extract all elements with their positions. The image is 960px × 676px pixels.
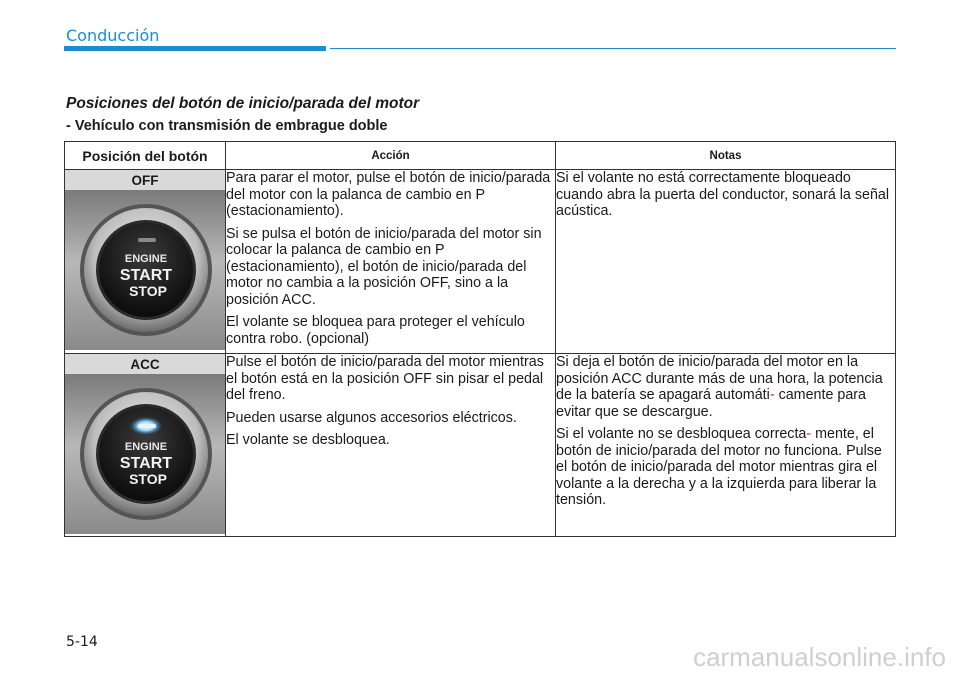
action-paragraph: Para parar el motor, pulse el botón de inicio/parada del motor con la palanca de cambio en P (estacionamiento).: [226, 170, 551, 219]
svg-text:ENGINE: ENGINE: [124, 253, 168, 265]
table-header-row: [65, 142, 896, 170]
position-label-off: OFF: [65, 170, 225, 190]
action-paragraph: Pueden usarse algunos accesorios eléctricos.: [226, 409, 517, 426]
page-heading: Posiciones del botón de inicio/parada del motor: [66, 95, 420, 112]
notes-paragraph: Si deja el botón de inicio/parada del motor en la posición ACC durante más de una hora, la potencia de la batería se apagará automáti- camente para evitar que se descargue.: [556, 354, 883, 420]
header-rule-thick: [64, 46, 326, 51]
action-cell-off: [226, 170, 556, 354]
engine-button-icon-acc: [65, 374, 226, 534]
position-cell-acc: [65, 354, 226, 537]
position-label-acc: ACC: [65, 354, 225, 374]
header-action: Acción: [226, 142, 556, 170]
table-row: [65, 354, 896, 537]
header-position: Posición del botón: [65, 142, 226, 170]
notes-paragraph: Si el volante no está correctamente bloqueado cuando abra la puerta del conductor, sonará la señal acústica.: [556, 170, 890, 219]
notes-paragraph: Si el volante no se desbloquea correcta- mente, el botón de inicio/parada del motor no funciona. Pulse el botón de inicio/parada del motor mientras gira el volante a la derecha y a la izquierda para liberar la tensión.: [556, 426, 882, 508]
header-rule-thin: [330, 48, 896, 49]
position-cell-off: [65, 170, 226, 354]
svg-text:STOP: STOP: [129, 283, 167, 299]
notes-cell-acc: [556, 354, 896, 537]
svg-text:START: START: [119, 455, 173, 472]
engine-start-button-image-off: [65, 190, 225, 350]
action-paragraph: Pulse el botón de inicio/parada del motor mientras el botón está en la posición OFF sin pisar el pedal del freno.: [226, 354, 544, 403]
engine-button-icon-off: [65, 190, 226, 350]
engine-start-button-image-acc: [65, 374, 225, 534]
svg-text:STOP: STOP: [129, 471, 167, 487]
indicator-off: [138, 238, 156, 242]
action-cell-acc: [226, 354, 556, 537]
section-title: Conducción: [66, 26, 160, 45]
watermark: carmanualsonline.info: [693, 642, 946, 672]
table-row: [65, 170, 896, 354]
action-paragraph: El volante se desbloquea.: [226, 432, 390, 448]
page-number: 5-14: [66, 634, 98, 650]
page-subheading: - Vehículo con transmisión de embrague doble: [66, 118, 388, 134]
action-paragraph: El volante se bloquea para proteger el vehículo contra robo. (opcional): [226, 314, 525, 347]
svg-text:START: START: [119, 267, 173, 284]
svg-text:ENGINE: ENGINE: [124, 441, 168, 453]
button-positions-table: [64, 141, 896, 537]
action-paragraph: Si se pulsa el botón de inicio/parada del motor sin colocar la palanca de cambio en P (estacionamiento), el botón de inicio/parada del motor no cambia a la posición OFF, sino a la posición ACC.: [226, 225, 542, 308]
notes-cell-off: [556, 170, 896, 354]
header-notes: Notas: [556, 142, 896, 170]
